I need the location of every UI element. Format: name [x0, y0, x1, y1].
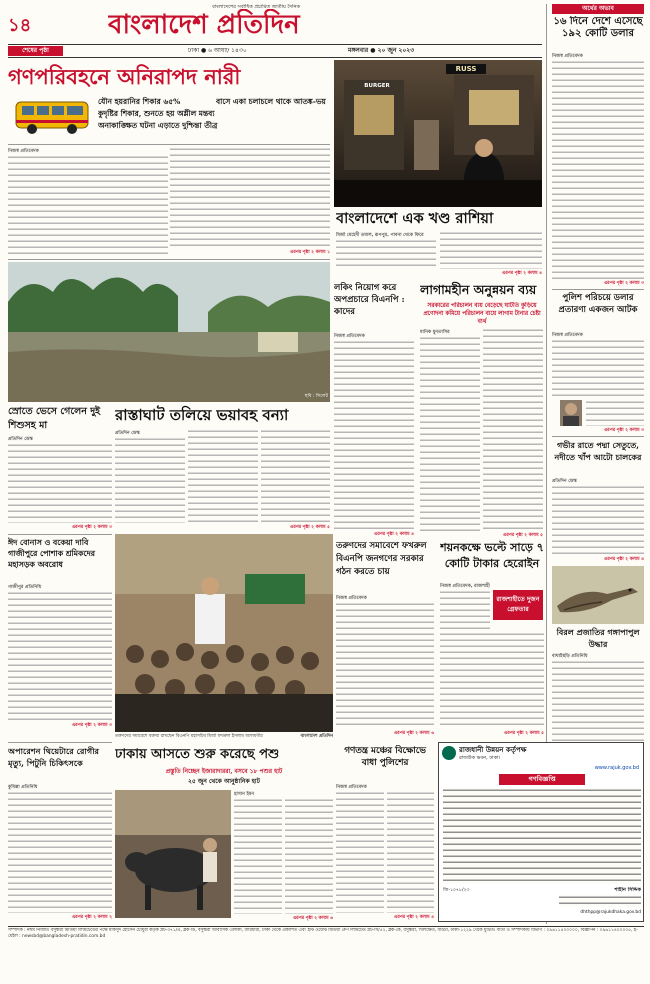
- cattle-body: [234, 798, 282, 914]
- russia-photo-sign: BURGER: [364, 83, 390, 89]
- heroin-continued[interactable]: এরপর পৃষ্ঠা ২ কলাম ৫: [503, 731, 544, 736]
- garments-headline[interactable]: ঈদ বোনাস ও বকেয়া দাবি গাজীপুরে পোশাক শ্রমিকদের মহাসড়ক অবরোধ: [8, 538, 95, 569]
- budget-body: [420, 336, 480, 531]
- cattle-body: [285, 798, 333, 914]
- russia-headline[interactable]: বাংলাদেশে এক খণ্ড রাশিয়া: [336, 210, 494, 227]
- twins-headline[interactable]: স্রোতে ভেসে গেলেন দুই শিশুসহ মা: [8, 406, 101, 431]
- birds-byline: বাঘাইছড়ি প্রতিনিধি: [552, 654, 588, 659]
- budget-body: [483, 328, 543, 531]
- police-headline[interactable]: পুলিশ পরিচয়ে ডলার প্রতারণা একজন আটক: [558, 293, 638, 315]
- russia-body: [440, 231, 542, 269]
- lead-point: অনাকাঙ্ক্ষিত ঘটনা এড়াতে দুশ্চিন্তা তীব্র: [98, 121, 218, 130]
- russia-byline: মির্জা মেহেদী তমাল, রূপপুর, পাবনা থেকে ফিরে: [336, 233, 424, 238]
- rajuk-ad: [438, 742, 644, 922]
- bnp-caption-text: তরুণদের সমাবেশে বক্তব্য রাখছেন বিএনপি মহাসচিব মির্জা ফখরুল ইসলাম আলমগীর: [115, 734, 263, 739]
- police-body: [586, 400, 644, 426]
- heroin-headline[interactable]: শয়নকক্ষে ভল্টে সাড়ে ৭ কোটি টাকার হেরোইন: [440, 541, 544, 570]
- masthead-title[interactable]: বাংলাদেশ প্রতিদিন: [108, 10, 300, 40]
- lead-point: বাসে একা চলাচলে থাকে আতঙ্ক-ভয়: [216, 97, 326, 106]
- budget-deck: সরকারের পরিচালন ব্যয় বেড়েছে ঘাটতি কুড়িয়ে প্রণোদনা কমিয়ে পরিচালন ব্যয়ে লাগাম টানার চেষ্টা ব্যর্থ: [423, 303, 541, 325]
- bnp-body: [336, 602, 434, 729]
- hospital-byline: কুমিল্লা প্রতিনিধি: [8, 785, 38, 790]
- police-continued[interactable]: এরপর পৃষ্ঠা ২ কলাম ৩: [603, 428, 644, 433]
- flood-body: [261, 429, 330, 523]
- loadshed-continued[interactable]: এরপর পৃষ্ঠা ২ কলাম ৪: [373, 532, 414, 537]
- sidebar-continued[interactable]: এরপর পৃষ্ঠা ২ কলাম ৩: [603, 281, 644, 286]
- police-body: [552, 339, 644, 399]
- heroin-body: [440, 632, 544, 729]
- heroin-body: [440, 590, 490, 630]
- gonojagoron-headline[interactable]: গণতন্ত্র মঞ্চের বিক্ষোভে বাধা পুলিশের: [344, 746, 426, 768]
- rajuk-org-sub: রাজউক ভবন, ঢাকা।: [459, 755, 501, 761]
- sidebar-body: [552, 60, 644, 280]
- dateline-rule: [8, 57, 542, 58]
- gonojagoron-body: [387, 791, 434, 913]
- russia-photo: [334, 60, 542, 207]
- dateline-place-date: ঢাকা ● ৬ আষাঢ় ১৪৩০: [188, 47, 247, 54]
- cattle-byline: হাসান ইমন: [234, 792, 255, 797]
- lead-body: [8, 155, 168, 255]
- loadshed-body: [334, 340, 414, 530]
- cattle-headline[interactable]: ঢাকায় আসতে শুরু করেছে পশু: [115, 747, 280, 762]
- flood-headline[interactable]: রাস্তাঘাট তলিয়ে ভয়াবহ বন্যা: [115, 406, 289, 424]
- flood-body: [115, 437, 185, 523]
- masthead-rule: [8, 44, 542, 45]
- rajuk-logo: [442, 746, 456, 760]
- anniversary-badge: ১৪: [8, 15, 32, 35]
- flood-byline: প্রতিদিন ডেস্ক: [115, 431, 140, 436]
- bnp-photo-caption: [115, 733, 333, 740]
- cattle-photo: [115, 790, 231, 918]
- dateline-day: মঙ্গলবার ● ২০ জুন ২০২৩: [348, 47, 415, 54]
- lead-byline: নিজস্ব প্রতিবেদক: [8, 149, 39, 154]
- bnp-headline[interactable]: তরুণদের সমাবেশে ফখরুল বিএনপি জনগণের সরকার গঠন করতে চায়: [336, 541, 427, 577]
- cattle-continued[interactable]: এরপর পৃষ্ঠা ২ কলাম ৬: [292, 916, 333, 921]
- budget-headline[interactable]: লাগামহীন অনুন্নয়ন ব্যয়: [420, 282, 537, 297]
- cattle-deck-line: প্রস্তুতি নিচ্ছেন ইজারাদাররা, বসবে ১৮ পশুর হাট: [165, 768, 283, 775]
- sidebar-byline: নিজস্ব প্রতিবেদক: [552, 54, 583, 59]
- imprint-line: সম্পাদক : নঈম নিজাম। বসুন্ধরা মিডিয়া লিমিটেডের পক্ষে মাকসুদ হোসেন চৌধুরী কর্তৃক প্লট-৩৭১/এ, ব্লক-ডি, বসুন্ধরা আবাসিক এলাকা, বারিধারা, ঢাকা থেকে প্রকাশিত এবং ইস্ট ওয়েস্ট মিডিয়া গ্রুপ লিমিটেড প্লট-সি/৫২, ব্লক-কে, বসুন্ধরা, খিলক্ষেত, বাড্ডা, ঢাকা-১২২৯ থেকে মুদ্রিত। বার্তা ও সম্পাদকীয় বিভাগ : ০৯৬১১৪০০০০০, বিজ্ঞাপন : ০৯৬১১৪০০০০৫, ই-মেইল : newsbd@bangladesh-pratidin.com.bd: [8, 928, 638, 939]
- gonojagoron-byline: নিজস্ব প্রতিবেদক: [336, 785, 367, 790]
- hospital-headline[interactable]: অপারেশন থিয়েটারে রোগীর মৃত্যু, পিটুনি চিকিৎসকে: [8, 746, 100, 768]
- rajuk-signatory-title: [559, 895, 641, 907]
- rajuk-notice-body: [443, 788, 641, 884]
- padma-body: [552, 485, 644, 555]
- flood-body: [188, 429, 258, 523]
- loadshed-byline: নিজস্ব প্রতিবেদক: [334, 334, 365, 339]
- cattle-deck: [115, 767, 333, 787]
- birds-headline[interactable]: বিরল প্রজাতির গঙ্গাপাপুল উদ্ধার: [556, 627, 640, 649]
- garments-continued[interactable]: এরপর পৃষ্ঠা ২ কলাম ৩: [71, 723, 112, 728]
- russia-body: [336, 239, 436, 269]
- hospital-continued[interactable]: এরপর পৃষ্ঠা ২ কলাম ২: [71, 915, 112, 920]
- loadshed-headline[interactable]: লকিং নিয়োগ করে অপপ্রচারে বিএনপি : কাদের: [334, 283, 405, 317]
- rajuk-signatory: শাহীন সিদ্দিক: [614, 887, 641, 893]
- cattle-deck-line: ২৫ জুন থেকে আনুষ্ঠানিক হাট: [188, 778, 260, 785]
- dateline: [8, 46, 542, 56]
- flood-photo: [8, 262, 330, 402]
- bus-icon: [14, 98, 92, 136]
- padma-byline: প্রতিদিন ডেস্ক: [552, 479, 577, 484]
- tagline: বাংলাদেশের সর্বাধিক প্রচারিত জাতীয় দৈনিক: [212, 4, 300, 10]
- heroin-byline: নিজস্ব প্রতিবেদক, রাজশাহী: [440, 584, 490, 589]
- flood-photo-credit: ছবি : সিলেট: [304, 394, 328, 399]
- garments-body: [8, 591, 112, 721]
- bnp-photo: [115, 534, 333, 732]
- lead-point: কুদৃষ্টির শিকার, শুনতে হয় অশ্লীল মন্তব্য: [98, 109, 215, 118]
- birds-photo: [552, 566, 644, 624]
- rajuk-notice-title: গণবিজ্ঞপ্তি: [499, 774, 585, 785]
- budget-byline: মানিক মুনতাসির: [420, 330, 450, 335]
- heroin-inset: রাজশাহীতে দুজন গ্রেফতার: [493, 590, 543, 620]
- lead-points: [98, 96, 330, 140]
- sidebar-headline[interactable]: ১৬ দিনে দেশে এসেছে ১৯২ কোটি ডলার: [553, 16, 643, 39]
- bnp-byline: নিজস্ব প্রতিবেদক: [336, 596, 367, 601]
- gonojagoron-continued[interactable]: এরপর পৃষ্ঠা ২ কলাম ৪: [393, 915, 434, 920]
- russia-photo-sign: RUSS: [446, 64, 486, 74]
- bnp-photo-credit: বাংলাদেশ প্রতিদিন: [300, 734, 333, 739]
- bnp-continued[interactable]: এরপর পৃষ্ঠা ২ কলাম ৬: [393, 731, 434, 736]
- rajuk-office-ref: জি-১০৭৮/২৩: [443, 888, 470, 893]
- hospital-body: [8, 791, 112, 913]
- page-label: শেষের পৃষ্ঠা: [8, 46, 63, 56]
- padma-headline[interactable]: গভীর রাতে পদ্মা সেতুতে, নদীতে খাঁপ আটো চালকের: [554, 440, 642, 462]
- sidebar-kicker: অর্থের অভাব: [552, 4, 644, 14]
- padma-continued[interactable]: এরপর পৃষ্ঠা ২ কলাম ৪: [603, 557, 644, 562]
- rajuk-website[interactable]: www.rajuk.gov.bd: [594, 765, 639, 771]
- lead-headline[interactable]: গণপরিবহনে অনিরাপদ নারী: [8, 64, 241, 89]
- lead-point: যৌন হয়রানির শিকার ৬৫%: [98, 97, 181, 106]
- lead-continued[interactable]: এরপর পৃষ্ঠা ২ কলাম ১: [289, 250, 330, 255]
- twins-body: [8, 443, 112, 523]
- lead-body: [170, 147, 330, 249]
- twins-byline: প্রতিদিন ডেস্ক: [8, 437, 33, 442]
- police-byline: নিজস্ব প্রতিবেদক: [552, 333, 583, 338]
- police-photo: [560, 400, 582, 426]
- rajuk-email[interactable]: dhthpp@rajukdhaka.gov.bd: [580, 910, 641, 915]
- rajuk-org: রাজধানী উন্নয়ন কর্তৃপক্ষ: [459, 745, 527, 754]
- gonojagoron-body: [336, 791, 384, 913]
- masthead: [8, 4, 542, 44]
- flood-continued[interactable]: এরপর পৃষ্ঠা ২ কলাম ৫: [289, 525, 330, 530]
- garments-byline: গাজীপুর প্রতিনিধি: [8, 585, 42, 590]
- budget-continued[interactable]: এরপর পৃষ্ঠা ২ কলাম ৫: [502, 533, 543, 538]
- twins-continued[interactable]: এরপর পৃষ্ঠা ২ কলাম ৩: [71, 525, 112, 530]
- russia-continued[interactable]: এরপর পৃষ্ঠা ২ কলাম ৪: [501, 271, 542, 276]
